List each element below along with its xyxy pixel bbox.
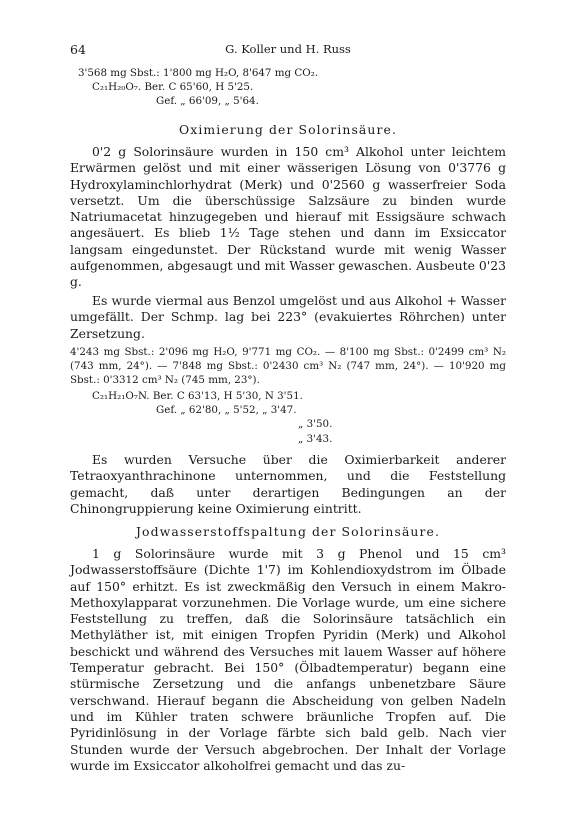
paragraph: 0'2 g Solorinsäure wurden in 150 cm³ Alkohol unter leichtem Erwärmen gelöst und mit einer wässerigen Lösung von 0'3776 g Hydroxylaminchlorhydrat (Merk) und 0'2560 g wasserfreier Soda versetzt. Um die überschüssige Salzsäure zu binden wurde Natriumacetat hinzugegeben und hierauf mit Essigsäure schwach angesäuert. Es blieb 1½ Tage stehen und dann im Exsiccator langsam eingedunstet. Der Rückstand wurde mit wenig Wasser aufgenommen, abgesaugt und mit Wasser gewaschen. Ausbeute 0'23 g. [70,144,506,290]
analysis-results [70,389,506,446]
paragraph: Es wurde viermal aus Benzol umgelöst und aus Alkohol + Wasser umgefällt. Der Schmp. lag bei 223° (evakuiertes Röhrchen) unter Zersetzung. [70,293,506,341]
analysis-gef-line: Gef. „ 66'09, „ 5'64. [156,95,259,108]
document-page [70,0,506,835]
running-header [70,42,506,58]
analysis-ber-line: C₂₁H₂₁O₇N. Ber. C 63'13, H 5'30, N 3'51. [92,390,303,402]
running-head-authors: G. Koller und H. Russ [225,42,351,56]
section-heading-oximierung: Oximierung der Solorinsäure. [179,122,397,137]
analysis-n-value: „ 3'43. [298,432,333,445]
page-number: 64 [70,42,86,57]
paragraph: 1 g Solorinsäure wurde mit 3 g Phenol und 15 cm³ Jodwasserstoffsäure (Dichte 1'7) im Kohlendioxydstrom im Ölbade auf 150° erhitzt. Es ist zweckmäßig den Versuch in einem Makro-Methoxylapparat vorzunehmen. Die Vorlage wurde, um eine sichere Feststellung zu treffen, daß die Solorinsäure tatsächlich ein Methyläther ist, mit einigen Tropfen Pyridin (Merk) und Alkohol beschickt und während des Versuches mit lauem Wasser auf höhere Temperatur gebracht. Bei 150° (Ölbadtemperatur) begann eine stürmische Zersetzung und die anfangs unbenetzbare Säure verschwand. Hierauf begann die Abscheidung von gelben Nadeln und im Kühler traten schwere bräunliche Tropfen auf. Die Pyridinlösung in der Vorlage färbte sich bald gelb. Nach vier Stunden wurde der Versuch abgebrochen. Der Inhalt der Vorlage wurde im Exsiccator alkoholfrei gemacht und das zu- [70,546,506,773]
analysis-n-value: „ 3'50. [298,418,333,431]
analysis-paragraph: 4'243 mg Sbst.: 2'096 mg H₂O, 9'771 mg CO₂. — 8'100 mg Sbst.: 0'2499 cm³ N₂ (743 mm, 24°). — 7'848 mg Sbst.: 0'2430 cm³ N₂ (747 mm, 24°). — 10'920 mg Sbst.: 0'3312 cm³ N₂ (745 mm, 23°). [70,346,506,387]
analysis-block-top [70,66,506,109]
analysis-gef-line: Gef. „ 62'80, „ 5'52, „ 3'47. [156,404,297,417]
paragraph: Es wurden Versuche über die Oximierbarkeit anderer Tetraoxyanthrachinone unternommen, und die Feststellung gemacht, daß unter derartigen Bedingungen an der Chinongruppierung keine Oximierung eintritt. [70,452,506,516]
section-heading-jodwasserstoff: Jodwasserstoffspaltung der Solorinsäure. [135,524,441,539]
analysis-line: 3'568 mg Sbst.: 1'800 mg H₂O, 8'647 mg CO₂. [78,67,319,79]
analysis-ber-line: C₂₁H₂₀O₇. Ber. C 65'60, H 5'25. [92,81,254,94]
